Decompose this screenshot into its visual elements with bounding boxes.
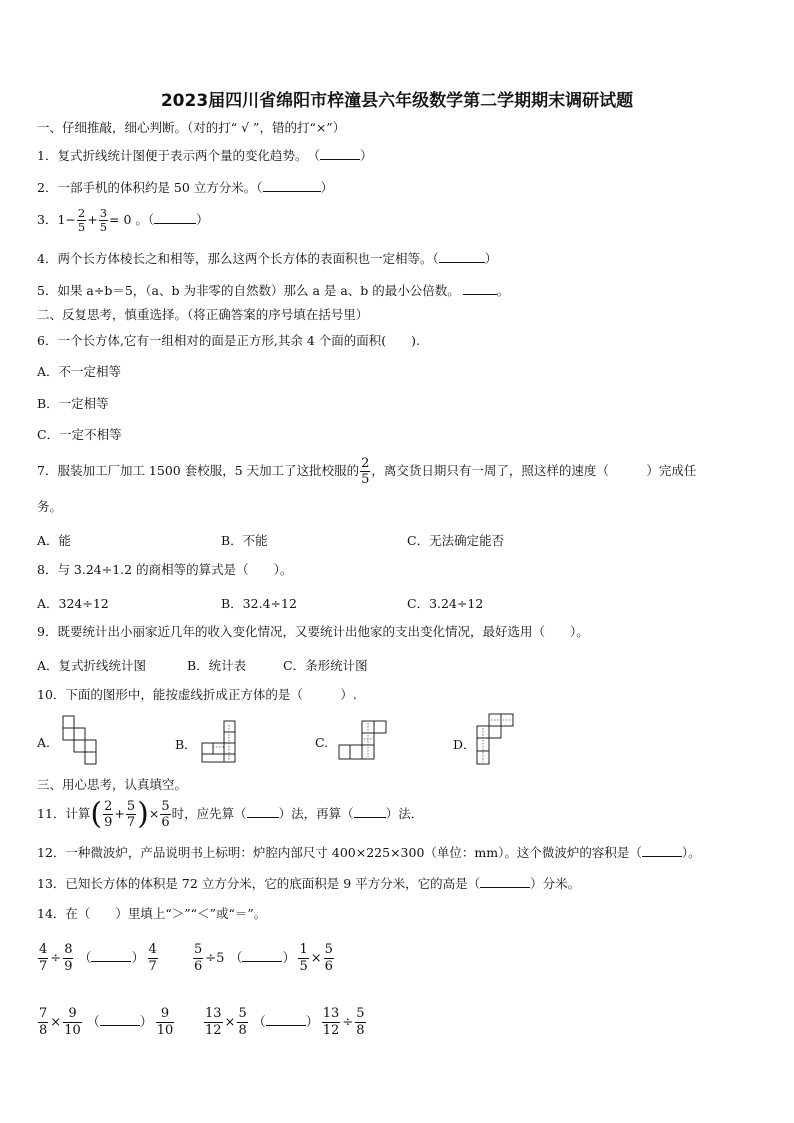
q9-option-a[interactable]: A．复式折线统计图 [37,658,147,673]
q14-comparison-3 [37,1006,175,1039]
answer-blank[interactable] [100,1013,140,1026]
question-2 [37,179,333,196]
operator: × [50,1015,62,1030]
fraction: $\frac{5}{6}$ [194,942,203,974]
fraction: $\frac{4}{7}$ [148,942,157,974]
answer-blank[interactable] [320,147,360,160]
fraction: $\frac{9}{10}$ [156,1006,174,1038]
fraction: $\frac{8}{9}$ [64,942,73,974]
answer-blank[interactable] [154,211,196,224]
question-14: 14．在（ ）里填上“＞”“＜”或“＝”。 [37,906,267,921]
answer-blank[interactable] [263,179,321,192]
answer-blank[interactable] [480,875,530,888]
q6-option-b[interactable]: B．一定相等 [37,396,109,411]
q14-comparison-1 [37,942,159,975]
answer-blank[interactable] [439,250,485,263]
q14-comparison-2 [192,942,335,975]
paren-close: ） [320,180,334,195]
cube-net-a-figure [62,715,102,767]
cube-net-d-figure [476,713,518,767]
question-8: 8．与 3.24÷1.2 的商相等的算式是（ ）。 [37,562,293,577]
operator: × [310,951,322,966]
q8-option-b[interactable]: B．32.4÷12 [221,596,297,611]
q10-option-d[interactable]: D． [453,737,476,752]
q6-option-a[interactable]: A．不一定相等 [37,364,122,379]
operator: ÷5 [205,951,225,966]
plus-sign: + [114,806,125,821]
cube-net-c-figure [338,720,390,764]
answer-blank[interactable] [354,805,386,818]
big-paren-open: ( [90,796,103,832]
question-3 [37,205,209,235]
fraction: $\frac{5}{8}$ [238,1006,247,1038]
fraction: $\frac{2}{5}$ [77,206,86,234]
paren-close: ） [131,951,145,966]
question-1-text: 1．复式折线统计图便于表示两个量的变化趋势。 （ [37,148,320,163]
answer-blank[interactable] [242,949,282,962]
paren-close: ）。 [681,845,701,860]
answer-blank[interactable] [247,805,279,818]
fraction: $\frac{3}{5}$ [99,206,108,234]
q9-option-c[interactable]: C．条形统计图 [283,658,368,673]
q8-option-c[interactable]: C．3.24÷12 [407,596,484,611]
paren-close: ） [484,251,498,266]
paren-open: （ [229,951,243,966]
question-13-text: 13．已知长方体的体积是 72 立方分米，它的底面积是 9 平方分米，它的高是（ [37,876,481,891]
cube-net-b-figure [200,720,240,764]
question-11 [37,797,423,831]
fraction: $\frac{7}{8}$ [39,1006,48,1038]
question-7-continued: 务。 [37,499,63,514]
paren-close: ） [359,148,373,163]
q7-option-c[interactable]: C．无法确定能否 [407,533,505,548]
paren-open: （ [252,1015,266,1030]
question-11-tail: 时，应先算（ [171,806,247,821]
question-4-text: 4．两个长方体棱长之和相等，那么这两个长方体的表面积也一定相等。（ [37,251,439,266]
q8-option-a[interactable]: A．324÷12 [37,596,109,611]
paren-open: （ [86,1015,100,1030]
question-4 [37,250,497,267]
times-sign: × [148,806,160,821]
answer-blank[interactable] [642,844,682,857]
question-1 [37,147,372,164]
paren-close: ） [282,951,296,966]
question-7 [37,455,696,487]
q14-comparison-4 [203,1006,367,1039]
question-12-text: 12．一种微波炉，产品说明书上标明：炉腔内部尺寸 400×225×300（单位：mm）。这个微波炉的容积是（ [37,845,642,860]
section-3-heading: 三、用心思考，认真填空。 [37,777,188,792]
fraction: $\frac{4}{7}$ [39,942,48,974]
question-7-tail: ，离交货日期只有一周了，照这样的速度（ ）完成任 [371,463,697,478]
fraction: $\frac{13}{12}$ [205,1006,222,1038]
fraction: $\frac{9}{10}$ [64,1006,81,1038]
section-1-heading: 一、仔细推敲，细心判断。（对的打“ √ ”，错的打“×”） [37,120,346,135]
question-9: 9．既要统计出小丽家近几年的收入变化情况，又要统计出他家的支出变化情况，最好选用（ ）。 [37,624,589,639]
question-5-text: 5．如果 a÷b＝5，（a、b 为非零的自然数）那么 a 是 a、b 的最小公倍数。 [37,283,460,298]
question-11-end: ）法． [385,806,424,821]
operator: × [224,1015,236,1030]
question-13-tail: ）分米。 [530,876,581,891]
fraction: $\frac{13}{12}$ [322,1006,340,1038]
paren-close: ） [139,1015,153,1030]
q6-option-c[interactable]: C．一定不相等 [37,427,122,442]
fraction: $\frac{1}{5}$ [299,942,308,974]
big-paren-close: ) [137,796,149,832]
question-7-text: 7．服装加工厂加工 1500 套校服，5 天加工了这批校服的 [37,463,360,478]
plus-sign: + [87,212,98,227]
fraction: $\frac{5}{6}$ [161,799,170,830]
question-12 [37,844,701,861]
question-3-text: 3．1− [37,212,76,227]
paren-open: （ [78,951,92,966]
q7-option-a[interactable]: A．能 [37,533,72,548]
answer-blank[interactable] [91,949,131,962]
paren-close: ） [196,212,209,227]
q7-option-b[interactable]: B．不能 [221,533,268,548]
operator: ÷ [50,951,62,966]
paren-close: ） [305,1015,319,1030]
fraction: $\frac{2}{9}$ [104,799,113,830]
q10-option-a[interactable]: A. [37,735,51,750]
q10-option-c[interactable]: C. [315,735,329,750]
question-5 [37,282,509,299]
answer-blank[interactable] [463,282,497,295]
question-10: 10．下面的图形中，能按虚线折成正方体的是（ ）. [37,687,357,702]
fraction: $\frac{5}{8}$ [356,1006,365,1038]
q9-option-b[interactable]: B．统计表 [187,658,247,673]
question-11-text: 11．计算 [37,806,91,821]
question-2-text: 2．一部手机的体积约是 50 立方分米。（ [37,180,263,195]
page-title: 2023届四川省绵阳市梓潼县六年级数学第二学期期末调研试题 [160,91,634,111]
fraction: $\frac{5}{7}$ [126,799,136,830]
question-3-tail: = 0 。（ [109,212,155,227]
answer-blank[interactable] [266,1013,306,1026]
period: 。 [496,283,510,298]
section-2-heading: 二、反复思考，慎重选择。（将正确答案的序号填在括号里） [37,307,369,322]
question-13 [37,875,580,892]
operator: ÷ [342,1015,354,1030]
fraction: $\frac{2}{5}$ [361,456,370,487]
question-11-mid: ）法，再算（ [278,806,354,821]
q10-option-b[interactable]: B． [175,737,197,752]
question-6: 6．一个长方体,它有一组相对的面是正方形,其余 4 个面的面积( ). [37,333,421,348]
fraction: $\frac{5}{6}$ [324,942,333,974]
